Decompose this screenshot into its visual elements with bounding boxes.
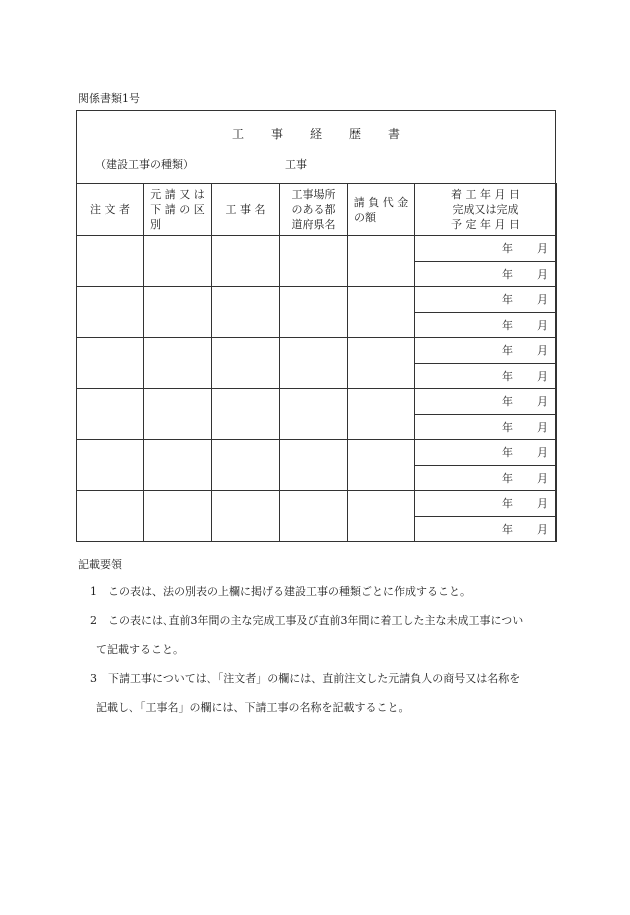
note-item-2 bbox=[90, 612, 560, 628]
month-label: 月 bbox=[537, 446, 548, 460]
month-label: 月 bbox=[537, 318, 548, 332]
form-number: 関係書類1号 bbox=[78, 92, 140, 105]
note-item-3 bbox=[90, 670, 560, 686]
prefecture-cell[interactable] bbox=[280, 338, 348, 389]
header-contract-type-line1: 元 請 又 は bbox=[150, 188, 205, 201]
work-name-cell[interactable] bbox=[212, 491, 280, 542]
header-contract-amount-line2: の額 bbox=[354, 210, 376, 224]
client-cell[interactable] bbox=[77, 389, 144, 440]
header-dates bbox=[415, 184, 557, 236]
note-number: 1 bbox=[90, 585, 97, 598]
month-label: 月 bbox=[537, 522, 548, 536]
contract-type-cell[interactable] bbox=[144, 491, 212, 542]
year-label: 年 bbox=[502, 344, 513, 358]
month-label: 月 bbox=[537, 471, 548, 485]
header-contract-amount-line1: 請 負 代 金 bbox=[353, 195, 409, 209]
month-label: 月 bbox=[537, 242, 548, 256]
construction-type-label: （建設工事の種類） bbox=[95, 158, 194, 171]
table-row bbox=[77, 287, 557, 313]
year-label: 年 bbox=[502, 369, 513, 383]
year-label: 年 bbox=[502, 522, 513, 536]
header-row bbox=[77, 184, 557, 236]
year-label: 年 bbox=[502, 242, 513, 256]
start-date-cell[interactable] bbox=[415, 440, 557, 466]
start-date-cell[interactable] bbox=[415, 287, 557, 313]
header-prefecture-line1: 工事場所 bbox=[291, 188, 336, 201]
completion-date-cell[interactable] bbox=[415, 261, 557, 287]
note-text: この表には､直前3年間の主な完成工事及び直前3年間に着工した主な未成工事につい bbox=[108, 614, 524, 627]
month-label: 月 bbox=[537, 344, 548, 358]
table-row bbox=[77, 389, 557, 415]
work-history-form bbox=[76, 110, 556, 542]
prefecture-cell[interactable] bbox=[280, 236, 348, 287]
table-row bbox=[77, 491, 557, 517]
contract-amount-cell[interactable] bbox=[348, 236, 415, 287]
header-work-name-text: 工 事 名 bbox=[225, 203, 266, 216]
header-prefecture-line3: 道府県名 bbox=[291, 218, 336, 231]
contract-type-cell[interactable] bbox=[144, 389, 212, 440]
completion-date-cell[interactable] bbox=[415, 312, 557, 338]
note-text: この表は、法の別表の上欄に掲げる建設工事の種類ごとに作成すること。 bbox=[108, 585, 471, 598]
start-date-cell[interactable] bbox=[415, 236, 557, 262]
contract-amount-cell[interactable] bbox=[348, 440, 415, 491]
work-name-cell[interactable] bbox=[212, 440, 280, 491]
month-label: 月 bbox=[537, 293, 548, 307]
contract-amount-cell[interactable] bbox=[348, 491, 415, 542]
year-label: 年 bbox=[502, 267, 513, 281]
month-label: 月 bbox=[537, 497, 548, 511]
month-label: 月 bbox=[537, 420, 548, 434]
year-label: 年 bbox=[502, 446, 513, 460]
client-cell[interactable] bbox=[77, 440, 144, 491]
header-prefecture-line2: のある都 bbox=[291, 203, 336, 216]
header-dates-line1: 着 工 年 月 日 bbox=[451, 188, 520, 201]
header-work-name bbox=[212, 184, 280, 236]
prefecture-cell[interactable] bbox=[280, 440, 348, 491]
work-name-cell[interactable] bbox=[212, 287, 280, 338]
year-label: 年 bbox=[502, 293, 513, 307]
work-name-cell[interactable] bbox=[212, 338, 280, 389]
contract-type-cell[interactable] bbox=[144, 440, 212, 491]
month-label: 月 bbox=[537, 267, 548, 281]
client-cell[interactable] bbox=[77, 236, 144, 287]
start-date-cell[interactable] bbox=[415, 389, 557, 415]
month-label: 月 bbox=[537, 395, 548, 409]
header-prefecture bbox=[280, 184, 348, 236]
client-cell[interactable] bbox=[77, 491, 144, 542]
year-label: 年 bbox=[502, 395, 513, 409]
notes-title: 記載要領 bbox=[78, 558, 122, 571]
work-name-cell[interactable] bbox=[212, 389, 280, 440]
note-number: 2 bbox=[90, 614, 97, 627]
prefecture-cell[interactable] bbox=[280, 389, 348, 440]
table-row bbox=[77, 236, 557, 262]
form-title: 工事経歴書 bbox=[231, 127, 427, 141]
table-row bbox=[77, 338, 557, 364]
header-contract-amount bbox=[348, 184, 415, 236]
prefecture-cell[interactable] bbox=[280, 287, 348, 338]
contract-type-cell[interactable] bbox=[144, 338, 212, 389]
year-label: 年 bbox=[502, 318, 513, 332]
work-name-cell[interactable] bbox=[212, 236, 280, 287]
completion-date-cell[interactable] bbox=[415, 465, 557, 491]
header-client bbox=[77, 184, 144, 236]
header-contract-type-line3: 別 bbox=[150, 218, 161, 231]
header-contract-type bbox=[144, 184, 212, 236]
work-history-table bbox=[76, 183, 557, 542]
client-cell[interactable] bbox=[77, 338, 144, 389]
contract-type-cell[interactable] bbox=[144, 236, 212, 287]
note-item-1 bbox=[90, 583, 560, 599]
note-item-2-cont: て記載すること。 bbox=[96, 643, 184, 656]
note-text: 下請工事については､「注文者」の欄には、直前注文した元請負人の商号又は名称を bbox=[108, 672, 521, 685]
header-dates-line2: 完成又は完成 bbox=[452, 203, 519, 216]
month-label: 月 bbox=[537, 369, 548, 383]
completion-date-cell[interactable] bbox=[415, 363, 557, 389]
start-date-cell[interactable] bbox=[415, 338, 557, 364]
year-label: 年 bbox=[502, 471, 513, 485]
year-label: 年 bbox=[502, 497, 513, 511]
start-date-cell[interactable] bbox=[415, 491, 557, 517]
note-number: 3 bbox=[90, 672, 97, 685]
client-cell[interactable] bbox=[77, 287, 144, 338]
completion-date-cell[interactable] bbox=[415, 414, 557, 440]
contract-amount-cell[interactable] bbox=[348, 287, 415, 338]
header-dates-line3: 予 定 年 月 日 bbox=[451, 218, 520, 231]
construction-type-suffix: 工事 bbox=[285, 158, 307, 171]
note-item-3-cont: 記載し､「工事名」の欄には、下請工事の名称を記載すること。 bbox=[96, 701, 410, 714]
table-row bbox=[77, 440, 557, 466]
contract-amount-cell[interactable] bbox=[348, 338, 415, 389]
contract-type-cell[interactable] bbox=[144, 287, 212, 338]
header-client-text: 注 文 者 bbox=[90, 203, 130, 216]
contract-amount-cell[interactable] bbox=[348, 389, 415, 440]
table-body bbox=[77, 236, 557, 542]
header-contract-type-line2: 下 請 の 区 bbox=[150, 203, 205, 216]
prefecture-cell[interactable] bbox=[280, 491, 348, 542]
completion-date-cell[interactable] bbox=[415, 516, 557, 542]
year-label: 年 bbox=[502, 420, 513, 434]
